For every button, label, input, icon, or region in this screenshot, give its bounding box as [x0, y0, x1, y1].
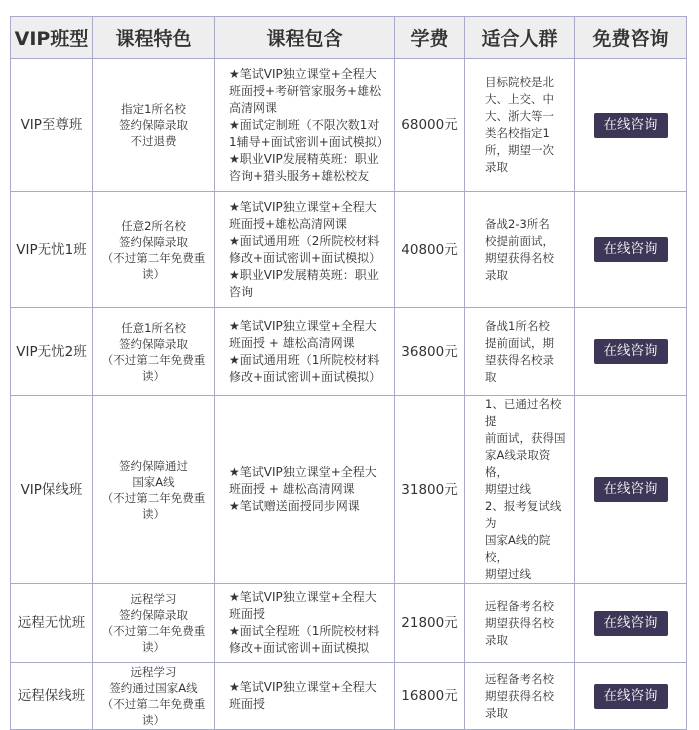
- target-audience-line: 国家A线的院校，: [485, 533, 551, 564]
- course-features-line: 国家A线: [132, 474, 175, 489]
- target-audience: [465, 584, 575, 663]
- course-features-line: 远程学习: [130, 592, 177, 606]
- course-includes-line: ★笔试VIP独立课堂+全程大: [229, 465, 377, 479]
- target-audience-line: 目标院校是北: [485, 75, 554, 89]
- table-row: [11, 584, 687, 663]
- course-features-line: （不过第二年免费重读）: [101, 697, 206, 727]
- target-audience-line: 录取: [485, 267, 508, 282]
- target-audience-line: 录取: [485, 632, 508, 647]
- online-consult-button[interactable]: 在线咨询: [594, 477, 668, 502]
- course-includes-line: ★面试全程班（1所院校材料: [229, 624, 380, 638]
- course-includes-line: ★职业VIP发展精英班：职业: [229, 267, 379, 282]
- course-includes: [215, 59, 395, 192]
- target-audience-line: 2、报考复试线为: [485, 499, 562, 530]
- course-features-line: 指定1所名校: [121, 102, 186, 116]
- course-includes-line: 班面授+雄松高清网课: [229, 216, 348, 231]
- target-audience-line: 所，期望一次: [485, 143, 554, 157]
- course-features-line: （不过第二年免费重读）: [101, 250, 206, 281]
- course-includes-line: ★笔试赠送面授同步网课: [229, 499, 360, 513]
- course-features: [93, 396, 215, 584]
- course-includes-line: 修改+面试密训+面试模拟）: [229, 369, 382, 384]
- target-audience-line: 望获得名校录: [485, 352, 554, 367]
- course-includes-line: 班面授 + 雄松高清网课: [229, 335, 355, 350]
- online-consult-button[interactable]: 在线咨询: [594, 611, 668, 636]
- course-features-line: 任意1所名校: [121, 320, 186, 335]
- online-consult-button[interactable]: 在线咨询: [594, 684, 668, 709]
- course-includes: [215, 663, 395, 730]
- target-audience: [465, 192, 575, 308]
- target-audience-line: 提前面试，期: [485, 335, 554, 350]
- header-class-type: VIP班型: [11, 17, 93, 59]
- course-features: [93, 308, 215, 396]
- course-includes: [215, 308, 395, 396]
- course-features-line: 签约保障录取: [119, 336, 188, 351]
- consult-cell: [575, 308, 687, 396]
- target-audience-line: 远程备考名校: [485, 598, 554, 613]
- course-includes-line: 班面授: [229, 607, 266, 621]
- target-audience: [465, 396, 575, 584]
- course-features-line: 任意2所名校: [121, 218, 186, 233]
- class-name: VIP无忧1班: [11, 192, 93, 308]
- course-includes-line: ★面试通用班（1所院校材料: [229, 352, 380, 367]
- target-audience-line: 期望过线: [485, 482, 531, 496]
- course-includes-line: 修改+面试密训+面试模拟）: [229, 250, 382, 265]
- pricing-table-container: [10, 16, 686, 730]
- consult-cell: [575, 192, 687, 308]
- target-audience-line: 备战1所名校: [485, 318, 550, 333]
- header-features: 课程特色: [93, 17, 215, 59]
- table-row: [11, 396, 687, 584]
- course-includes-line: 修改+面试密训+面试模拟: [229, 641, 370, 655]
- target-audience-line: 备战2-3所名: [485, 216, 550, 231]
- target-audience-line: 大、浙大等一: [485, 109, 554, 123]
- table-row: [11, 308, 687, 396]
- course-features-line: 远程学习: [130, 665, 177, 679]
- course-includes-line: ★职业VIP发展精英班：职业: [229, 151, 379, 166]
- course-includes: [215, 396, 395, 584]
- header-includes: 课程包含: [215, 17, 395, 59]
- target-audience: [465, 59, 575, 192]
- class-name: 远程无忧班: [11, 584, 93, 663]
- course-includes-line: ★笔试VIP独立课堂+全程大: [229, 680, 377, 694]
- target-audience-line: 期望过线: [485, 567, 531, 581]
- tuition-fee: 16800元: [395, 663, 465, 730]
- course-features: [93, 663, 215, 730]
- course-includes-line: 班面授+考研管家服务+雄松: [229, 83, 382, 98]
- table-row: [11, 59, 687, 192]
- target-audience-line: 录取: [485, 160, 508, 174]
- course-features-line: （不过第二年免费重读）: [101, 624, 206, 654]
- course-includes-line: ★笔试VIP独立课堂+全程大: [229, 199, 377, 214]
- tuition-fee: 21800元: [395, 584, 465, 663]
- class-name: 远程保线班: [11, 663, 93, 730]
- table-row: [11, 192, 687, 308]
- target-audience-line: 期望获得名校: [485, 615, 554, 630]
- course-includes-line: 班面授 + 雄松高清网课: [229, 482, 355, 496]
- vip-pricing-table: [10, 16, 687, 730]
- tuition-fee: 36800元: [395, 308, 465, 396]
- course-includes-line: ★笔试VIP独立课堂+全程大: [229, 318, 377, 333]
- target-audience: [465, 663, 575, 730]
- tuition-fee: 68000元: [395, 59, 465, 192]
- course-includes-line: ★笔试VIP独立课堂+全程大: [229, 590, 377, 604]
- consult-cell: [575, 59, 687, 192]
- class-name: VIP保线班: [11, 396, 93, 584]
- table-header-row: [11, 17, 687, 59]
- target-audience: [465, 308, 575, 396]
- course-includes-line: 高清网课: [229, 100, 278, 115]
- target-audience-line: 远程备考名校: [485, 671, 554, 686]
- target-audience-line: 大、上交、中: [485, 92, 554, 106]
- online-consult-button[interactable]: 在线咨询: [594, 339, 668, 364]
- course-includes: [215, 192, 395, 308]
- target-audience-line: 前面试，获得国: [485, 431, 566, 445]
- course-features-line: 签约通过国家A线: [109, 681, 198, 695]
- target-audience-line: 类名校指定1: [485, 126, 550, 140]
- course-features: [93, 192, 215, 308]
- target-audience-line: 校提前面试，: [485, 233, 554, 248]
- course-includes-line: 班面授: [229, 697, 266, 711]
- target-audience-line: 家A线录取资格，: [485, 448, 551, 479]
- consult-cell: [575, 396, 687, 584]
- online-consult-button[interactable]: 在线咨询: [594, 113, 668, 138]
- course-includes-line: 咨询+猎头服务+雄松校友: [229, 168, 370, 183]
- course-features-line: （不过第二年免费重读）: [101, 352, 206, 383]
- target-audience-line: 1、已通过名校提: [485, 397, 562, 428]
- header-fee: 学费: [395, 17, 465, 59]
- target-audience-line: 取: [485, 369, 497, 384]
- course-features-line: （不过第二年免费重读）: [101, 490, 206, 521]
- course-includes: [215, 584, 395, 663]
- course-includes-line: ★面试通用班（2所院校材料: [229, 233, 380, 248]
- course-features: [93, 59, 215, 192]
- target-audience-line: 期望获得名校: [485, 688, 554, 703]
- consult-cell: [575, 584, 687, 663]
- header-free-consult: 免费咨询: [575, 17, 687, 59]
- course-includes-line: ★笔试VIP独立课堂+全程大: [229, 66, 377, 81]
- tuition-fee: 31800元: [395, 396, 465, 584]
- course-features: [93, 584, 215, 663]
- course-includes-line: 咨询: [229, 284, 254, 299]
- target-audience-line: 期望获得名校: [485, 250, 554, 265]
- table-row: [11, 663, 687, 730]
- course-features-line: 签约保障录取: [119, 234, 188, 249]
- consult-cell: [575, 663, 687, 730]
- course-features-line: 不过退费: [130, 134, 177, 148]
- course-features-line: 签约保障通过: [119, 458, 188, 473]
- course-features-line: 签约保障录取: [119, 118, 188, 132]
- course-includes-line: ★面试定制班（不限次数1对: [229, 117, 380, 132]
- online-consult-button[interactable]: 在线咨询: [594, 237, 668, 262]
- header-target-audience: 适合人群: [465, 17, 575, 59]
- course-includes-line: 1辅导+面试密训+面试模拟）: [229, 134, 389, 149]
- tuition-fee: 40800元: [395, 192, 465, 308]
- class-name: VIP至尊班: [11, 59, 93, 192]
- class-name: VIP无忧2班: [11, 308, 93, 396]
- target-audience-line: 录取: [485, 705, 508, 720]
- course-features-line: 签约保障录取: [119, 608, 188, 622]
